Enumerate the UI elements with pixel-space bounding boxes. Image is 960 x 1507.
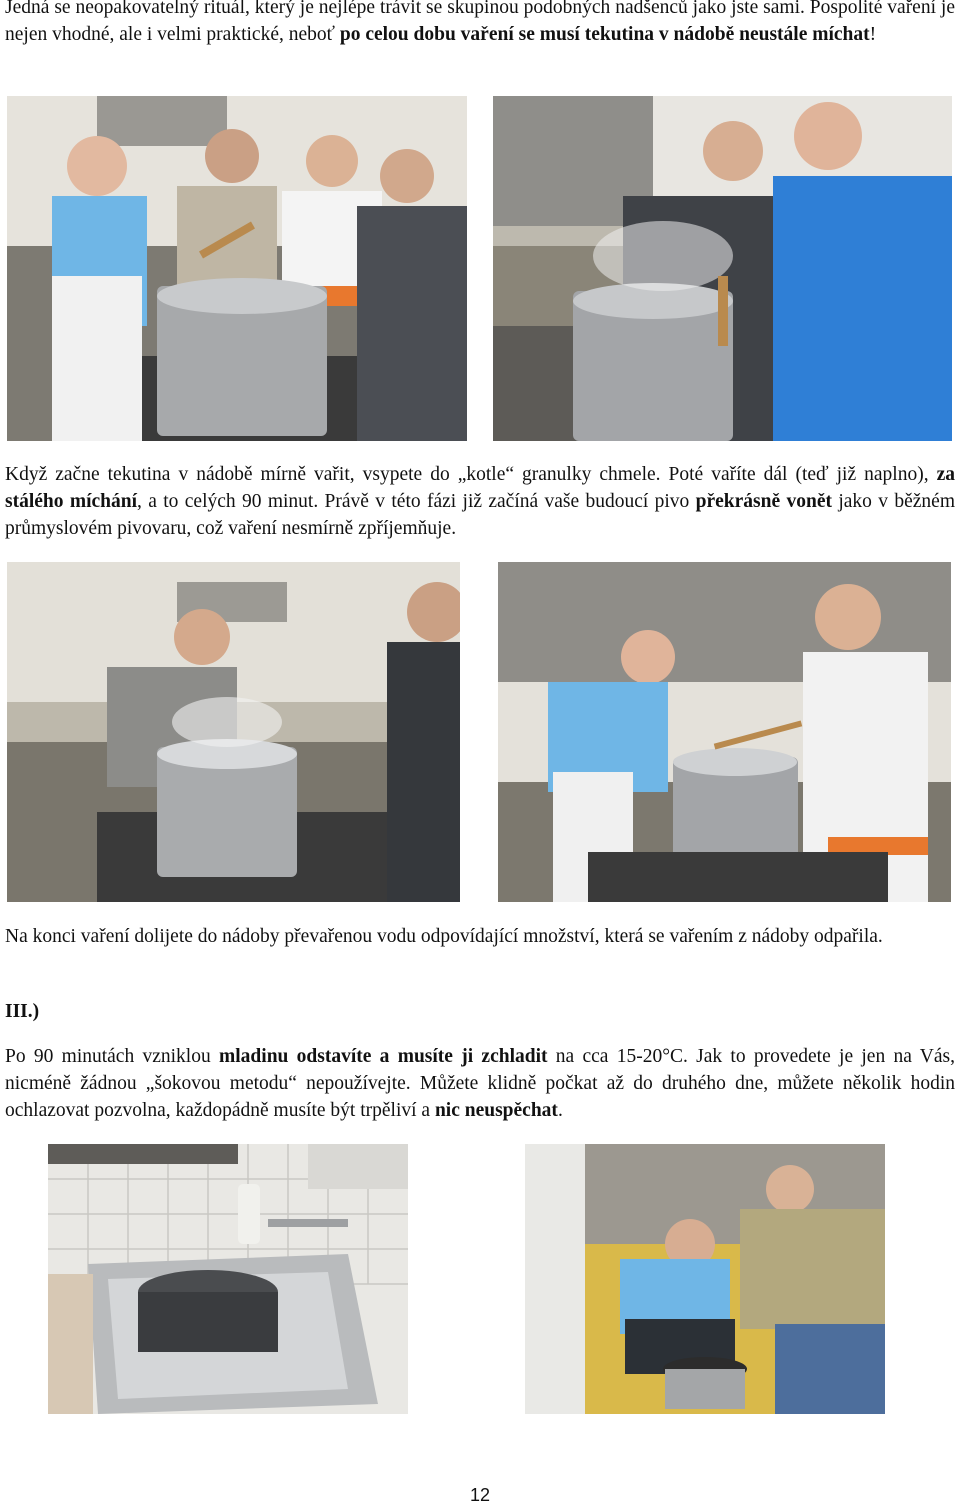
paragraph-add-water: [5, 923, 955, 950]
bold-text: po celou dobu vaření se musí tekutina v nádobě neustále míchat: [339, 24, 870, 45]
paragraph-intro: [5, 0, 955, 48]
text-segment: Na konci vaření dolijete do nádoby převařenou vodu odpovídající množství, která se vařením z nádoby odpařila.: [5, 926, 883, 947]
bold-text: mladinu odstavíte a musíte ji zchladit: [219, 1046, 548, 1067]
paragraph-boiling-hops: [5, 461, 955, 542]
text-segment: Jedná se neopakovatelný rituál, který je nejlépe trávit se skupinou podobných nadšenců jako jste sami. Pospolité vaření je nejen vhodné, ale i velmi praktické, neboť: [5, 0, 955, 45]
photo-four-men-at-pot: [7, 96, 467, 441]
bold-text: překrásně vonět: [695, 491, 832, 512]
text-segment: .: [557, 1100, 563, 1121]
page-number: 12: [469, 1485, 491, 1505]
text-segment: , a to celých 90 minut. Právě v této fázi již začíná vaše budoucí pivo: [137, 491, 696, 512]
photo-pot-cooling-in-sink: [48, 1144, 408, 1414]
photo-two-men-laughing-at-pot: [498, 562, 951, 902]
text-segment: !: [869, 24, 877, 45]
bold-text: nic neuspěchat: [434, 1100, 558, 1121]
text-segment: Po 90 minutách vzniklou: [5, 1046, 220, 1067]
paragraph-cooling: [5, 1043, 955, 1124]
photo-two-men-stirring-steam: [493, 96, 952, 441]
bold-text: za stálého míchání: [5, 464, 955, 512]
text-segment: jako v běžném průmyslovém pivovaru, což vaření nesmírně zpříjemňuje.: [5, 491, 955, 539]
photo-man-stirring-pot: [7, 562, 460, 902]
text-segment: Když začne tekutina v nádobě mírně vařit, vsypete do „kotle“ granulky chmele. Poté vaříte dál (teď již naplno),: [5, 464, 937, 485]
section-heading: III.): [5, 1001, 40, 1022]
photo-man-crouching-by-pot: [525, 1144, 885, 1414]
text-segment: na cca 15-20°C. Jak to provedete je jen na Vás, nicméně žádnou „šokovou metodu“ nepoužívejte. Můžete klidně počkat až do druhého dne, můžete několik hodin ochlazovat pozvolna, každopádně musíte být trpěliví a: [5, 1046, 956, 1121]
